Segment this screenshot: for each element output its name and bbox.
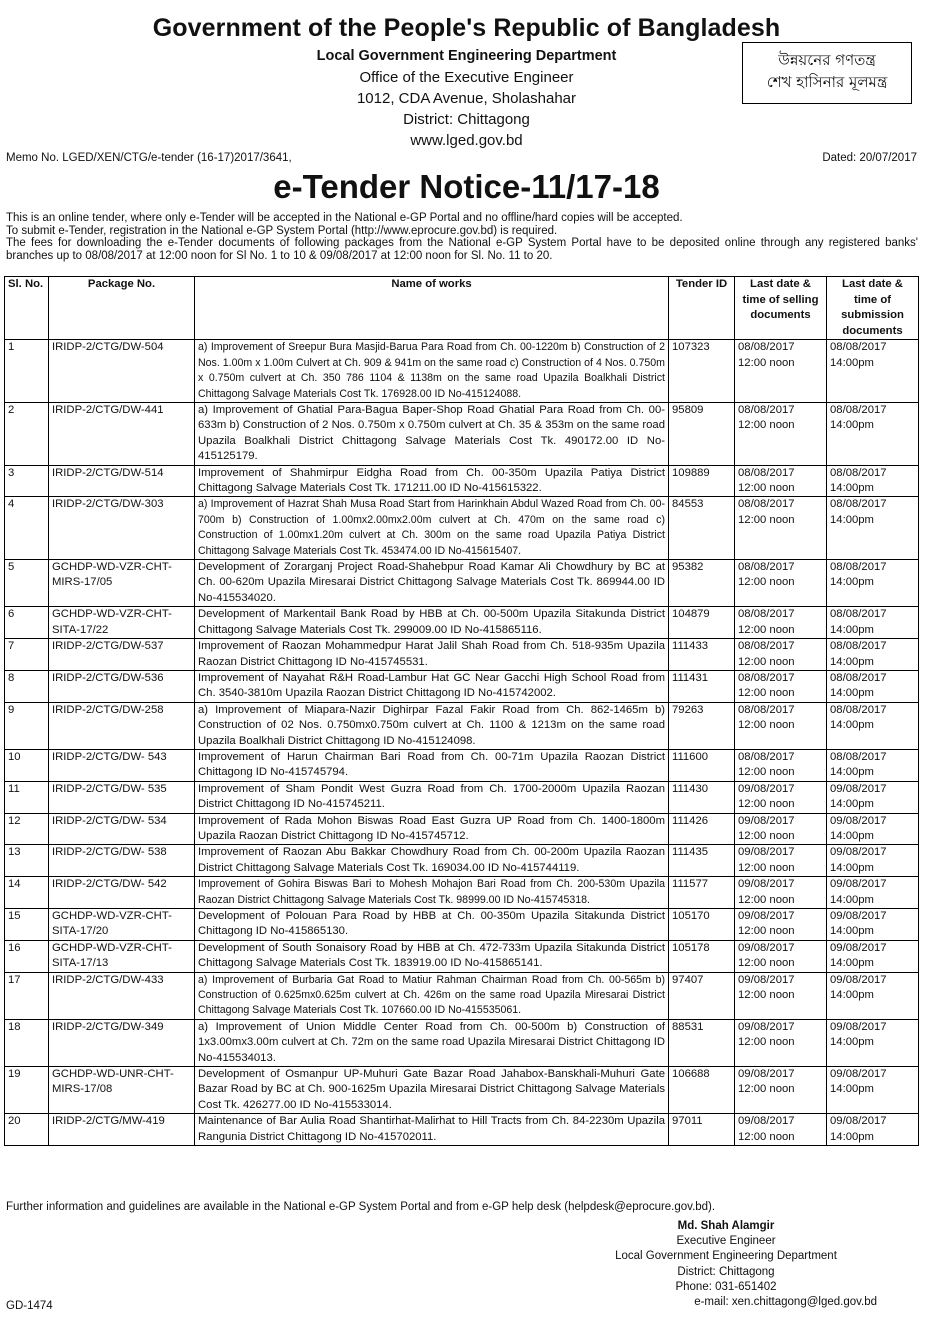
time-text: 14:00pm <box>830 861 874 874</box>
date-text: 09/08/2017 <box>738 814 795 827</box>
time-text: 12:00 noon <box>738 989 795 1002</box>
col-header-works: Name of works <box>195 277 669 340</box>
cell-submission <box>827 560 919 607</box>
time-text: 14:00pm <box>830 655 874 668</box>
table-row <box>5 972 919 1019</box>
signature-block <box>576 1219 877 1309</box>
cell-tender-id: 106688 <box>669 1067 735 1114</box>
cell-selling <box>735 813 827 845</box>
time-text: 14:00pm <box>830 798 874 811</box>
cell-sl: 8 <box>5 670 49 702</box>
cell-sl: 15 <box>5 909 49 941</box>
cell-work: Development of South Sonaisory Road by HBB at Ch. 472-733m Upazila Sitakunda District Chittagong Salvage Materials Cost Tk. 183919.00 ID No-415865141. <box>195 940 669 972</box>
cell-tender-id: 111577 <box>669 877 735 909</box>
time-text: 12:00 noon <box>738 829 795 842</box>
cell-selling <box>735 781 827 813</box>
cell-package: IRIDP-2/CTG/DW- 542 <box>49 877 195 909</box>
cell-selling <box>735 972 827 1019</box>
cell-selling <box>735 340 827 403</box>
cell-package: IRIDP-2/CTG/MW-419 <box>49 1114 195 1146</box>
cell-sl: 9 <box>5 702 49 749</box>
cell-selling <box>735 702 827 749</box>
time-text: 14:00pm <box>830 1130 874 1143</box>
cell-tender-id: 95382 <box>669 560 735 607</box>
cell-work: Development of Polouan Para Road by HBB at Ch. 00-350m Upazila Sitakunda District Chittagong ID No-415865130. <box>195 909 669 941</box>
cell-sl: 1 <box>5 340 49 403</box>
intro-line-3: The fees for downloading the e-Tender documents of following packages from the National e-GP System Portal have to be deposited online through any registered banks' branches up to 08/08/2017 at 12:00 noon for Sl No. 1 to 10 & 09/08/2017 at 12:00 noon for Sl. No. 11 to 20. <box>6 237 918 262</box>
time-text: 12:00 noon <box>738 1130 795 1143</box>
cell-sl: 12 <box>5 813 49 845</box>
date-text: 09/08/2017 <box>830 973 887 986</box>
time-text: 12:00 noon <box>738 861 795 874</box>
cell-submission <box>827 909 919 941</box>
time-text: 12:00 noon <box>738 419 795 432</box>
cell-package: IRIDP-2/CTG/DW-433 <box>49 972 195 1019</box>
time-text: 14:00pm <box>830 482 874 495</box>
date-text: 08/08/2017 <box>830 498 887 511</box>
cell-sl: 19 <box>5 1067 49 1114</box>
date-text: 09/08/2017 <box>738 1068 795 1081</box>
cell-package: IRIDP-2/CTG/DW- 534 <box>49 813 195 845</box>
date-text: 09/08/2017 <box>738 1020 795 1033</box>
cell-work: Maintenance of Bar Aulia Road Shantirhat-Malirhat to Hill Tracts from Ch. 84-2230m Upazila Rangunia District Chittagong ID No-415702011. <box>195 1114 669 1146</box>
cell-submission <box>827 972 919 1019</box>
cell-submission <box>827 940 919 972</box>
time-text: 14:00pm <box>830 513 874 526</box>
date-text: 09/08/2017 <box>830 941 887 954</box>
cell-work: Improvement of Shahmirpur Eidgha Road from Ch. 00-350m Upazila Patiya District Chittagong Salvage Materials Cost Tk. 171211.00 ID No-415615322. <box>195 465 669 497</box>
cell-selling <box>735 877 827 909</box>
cell-selling <box>735 670 827 702</box>
cell-package: IRIDP-2/CTG/DW- 535 <box>49 781 195 813</box>
cell-package: IRIDP-2/CTG/DW-536 <box>49 670 195 702</box>
cell-package: IRIDP-2/CTG/DW-303 <box>49 497 195 560</box>
cell-work: a) Improvement of Hazrat Shah Musa Road Start from Harinkhain Abdul Wazed Road from Ch. 00-700m b) Construction of 1.00mx2.00mx2.00m culvert at Ch. 470m on the same road c) Construction of 1.00mx1.20m culvert at Ch. 300m on the same road Upazila Patiya District Chittagong Salvage Materials Cost Tk. 453474.00 ID No-415615407. <box>195 497 669 560</box>
cell-work: Development of Zorarganj Project Road-Shahebpur Road Kamar Ali Chowdhury by BC at Ch. 00-620m Upazila Miresarai District Chittagong Salvage Materials Cost Tk. 869944.00 ID No-415534020. <box>195 560 669 607</box>
cell-sl: 20 <box>5 1114 49 1146</box>
intro-line-1: This is an online tender, where only e-Tender will be accepted in the National e-GP Portal and no offline/hard copies will be accepted. <box>6 212 683 224</box>
time-text: 14:00pm <box>830 989 874 1002</box>
tender-table-body <box>5 340 919 1146</box>
cell-work: a) Improvement of Union Middle Center Road from Ch. 00-500m b) Construction of 1x3.00mx3.00m culvert at Ch. 72m on the same road Upazila Miresarai District Chittagong ID No-415534013. <box>195 1019 669 1066</box>
cell-selling <box>735 940 827 972</box>
date-text: 09/08/2017 <box>830 846 887 859</box>
cell-submission <box>827 607 919 639</box>
cell-tender-id: 97011 <box>669 1114 735 1146</box>
cell-package: GCHDP-WD-VZR-CHT-SITA-17/20 <box>49 909 195 941</box>
cell-tender-id: 111431 <box>669 670 735 702</box>
cell-package: IRIDP-2/CTG/DW-349 <box>49 1019 195 1066</box>
date-text: 08/08/2017 <box>738 703 795 716</box>
time-text: 14:00pm <box>830 356 874 369</box>
cell-tender-id: 97407 <box>669 972 735 1019</box>
table-row <box>5 877 919 909</box>
table-row <box>5 560 919 607</box>
col-header-selling: Last date & time of selling documents <box>735 277 827 340</box>
time-text: 14:00pm <box>830 687 874 700</box>
date-text: 08/08/2017 <box>738 466 795 479</box>
cell-package: IRIDP-2/CTG/DW-258 <box>49 702 195 749</box>
cell-work: a) Improvement of Ghatial Para-Bagua Baper-Shop Road Ghatial Para Road from Ch. 00-633m b) Construction of 2 Nos. 0.750m x 0.750m culvert at Ch. 35 & 353m on the same road Upazila Boalkhali District Chittagong Salvage Materials Cost Tk. 490172.00 ID No- 415125179. <box>195 403 669 466</box>
time-text: 12:00 noon <box>738 687 795 700</box>
signatory-district: District: Chittagong <box>677 1265 775 1278</box>
cell-package: IRIDP-2/CTG/DW-504 <box>49 340 195 403</box>
time-text: 12:00 noon <box>738 1083 795 1096</box>
cell-work: Improvement of Rada Mohon Biswas Road East Guzra UP Road from Ch. 1400-1800m Upazila Raozan District Chittagong ID No-415745712. <box>195 813 669 845</box>
cell-work: Improvement of Harun Chairman Bari Road from Ch. 00-71m Upazila Raozan District Chittagong ID No-415745794. <box>195 749 669 781</box>
date-text: 09/08/2017 <box>738 1115 795 1128</box>
cell-work: a) Improvement of Burbaria Gat Road to Matiur Rahman Chairman Road from Ch. 00-565m b) Construction of 0.625mx0.625m culvert at Ch. 426m on the same road Upazila Miresarai District Chittagong Salvage Materials Cost Tk. 107660.00 ID No-415535061. <box>195 972 669 1019</box>
time-text: 12:00 noon <box>738 925 795 938</box>
cell-selling <box>735 465 827 497</box>
date-text: 08/08/2017 <box>738 608 795 621</box>
time-text: 14:00pm <box>830 576 874 589</box>
cell-submission <box>827 1019 919 1066</box>
cell-submission <box>827 813 919 845</box>
cell-selling <box>735 749 827 781</box>
time-text: 12:00 noon <box>738 719 795 732</box>
cell-sl: 6 <box>5 607 49 639</box>
date-text: 08/08/2017 <box>738 498 795 511</box>
time-text: 12:00 noon <box>738 513 795 526</box>
cell-package: IRIDP-2/CTG/DW-537 <box>49 639 195 671</box>
time-text: 14:00pm <box>830 623 874 636</box>
memo-number: Memo No. LGED/XEN/CTG/e-tender (16-17)2017/3641, <box>6 152 292 164</box>
time-text: 12:00 noon <box>738 893 795 906</box>
date-text: 08/08/2017 <box>738 561 795 574</box>
cell-tender-id: 111433 <box>669 639 735 671</box>
cell-sl: 16 <box>5 940 49 972</box>
cell-submission <box>827 1067 919 1114</box>
cell-work: a) Improvement of Sreepur Bura Masjid-Barua Para Road from Ch. 00-1220m b) Construction of 2 Nos. 1.00m x 1.00m Culvert at Ch. 909 & 941m on the same road c) Construction of 4 Nos. 0.750m x 0.750m culvert at Ch. 350 786 1104 & 1138m on the same road Upazila Boalkhali District Chittagong Salvage Materials Cost Tk. 176928.00 ID No-415124088. <box>195 340 669 403</box>
signatory-phone: Phone: 031-651402 <box>675 1280 777 1293</box>
cell-submission <box>827 465 919 497</box>
cell-package: GCHDP-WD-VZR-CHT-SITA-17/22 <box>49 607 195 639</box>
cell-tender-id: 111426 <box>669 813 735 845</box>
date-text: 09/08/2017 <box>738 878 795 891</box>
time-text: 14:00pm <box>830 1036 874 1049</box>
table-row <box>5 1019 919 1066</box>
cell-sl: 13 <box>5 845 49 877</box>
cell-package: IRIDP-2/CTG/DW- 538 <box>49 845 195 877</box>
cell-submission <box>827 670 919 702</box>
cell-selling <box>735 497 827 560</box>
table-row <box>5 702 919 749</box>
table-row <box>5 465 919 497</box>
time-text: 12:00 noon <box>738 957 795 970</box>
cell-tender-id: 109889 <box>669 465 735 497</box>
cell-sl: 3 <box>5 465 49 497</box>
cell-package: GCHDP-WD-VZR-CHT-MIRS-17/05 <box>49 560 195 607</box>
time-text: 14:00pm <box>830 719 874 732</box>
cell-tender-id: 84553 <box>669 497 735 560</box>
cell-package: IRIDP-2/CTG/DW- 543 <box>49 749 195 781</box>
table-header-row <box>5 277 919 340</box>
table-row <box>5 497 919 560</box>
col-header-submission: Last date & time of submission documents <box>827 277 919 340</box>
cell-package: IRIDP-2/CTG/DW-441 <box>49 403 195 466</box>
footer-note: Further information and guidelines are available in the National e-GP System Portal and from e-GP help desk (helpdesk@eprocure.gov.bd). <box>6 1201 716 1213</box>
office-address: 1012, CDA Avenue, Sholashahar <box>356 90 577 107</box>
cell-sl: 14 <box>5 877 49 909</box>
date-text: 08/08/2017 <box>738 750 795 763</box>
cell-selling <box>735 1114 827 1146</box>
cell-selling <box>735 1067 827 1114</box>
date-text: 09/08/2017 <box>738 910 795 922</box>
cell-sl: 18 <box>5 1019 49 1066</box>
time-text: 14:00pm <box>830 419 874 432</box>
signatory-department: Local Government Engineering Department <box>615 1250 837 1263</box>
department-name: Local Government Engineering Department <box>316 48 617 64</box>
date-text: 08/08/2017 <box>830 404 887 416</box>
table-row <box>5 639 919 671</box>
table-row <box>5 940 919 972</box>
cell-tender-id: 79263 <box>669 702 735 749</box>
cell-tender-id: 104879 <box>669 607 735 639</box>
cell-submission <box>827 845 919 877</box>
time-text: 12:00 noon <box>738 482 795 495</box>
slogan-box <box>742 42 912 104</box>
time-text: 12:00 noon <box>738 798 795 811</box>
cell-selling <box>735 403 827 466</box>
cell-submission <box>827 639 919 671</box>
cell-selling <box>735 560 827 607</box>
time-text: 14:00pm <box>830 925 874 938</box>
date-text: 08/08/2017 <box>738 341 795 354</box>
date-text: 09/08/2017 <box>830 782 887 795</box>
cell-tender-id: 111600 <box>669 749 735 781</box>
cell-tender-id: 105178 <box>669 940 735 972</box>
cell-tender-id: 111435 <box>669 845 735 877</box>
table-row <box>5 813 919 845</box>
cell-submission <box>827 403 919 466</box>
cell-submission <box>827 781 919 813</box>
cell-selling <box>735 639 827 671</box>
cell-sl: 17 <box>5 972 49 1019</box>
time-text: 12:00 noon <box>738 356 795 369</box>
cell-package: IRIDP-2/CTG/DW-514 <box>49 465 195 497</box>
time-text: 12:00 noon <box>738 623 795 636</box>
cell-work: a) Improvement of Miapara-Nazir Dighirpar Fazal Fakir Road from Ch. 862-1465m b) Construction of 02 Nos. 0.750mx0.750m culvert at Ch. 1100 & 1213m on the same road Upazila Boalkhali District Chittagong ID No-415124098. <box>195 702 669 749</box>
cell-tender-id: 88531 <box>669 1019 735 1066</box>
office-name: Office of the Executive Engineer <box>359 69 574 86</box>
table-row <box>5 403 919 466</box>
cell-work: Improvement of Raozan Mohammedpur Harat Jalil Shah Road from Ch. 518-935m Upazila Raozan District Chittagong ID No-415745531. <box>195 639 669 671</box>
time-text: 12:00 noon <box>738 655 795 668</box>
intro-line-2: To submit e-Tender, registration in the National e-GP System Portal (http://www.eprocure.gov.bd) is required. <box>6 224 558 237</box>
col-header-tender-id: Tender ID <box>669 277 735 340</box>
signatory-name: Md. Shah Alamgir <box>677 1220 775 1232</box>
time-text: 14:00pm <box>830 829 874 842</box>
date-text: 08/08/2017 <box>830 341 887 354</box>
cell-sl: 10 <box>5 749 49 781</box>
date-text: 08/08/2017 <box>830 466 887 479</box>
notice-title: e-Tender Notice-11/17-18 <box>273 168 660 205</box>
date-text: 09/08/2017 <box>738 973 795 986</box>
time-text: 12:00 noon <box>738 1036 795 1049</box>
cell-selling <box>735 1019 827 1066</box>
date-text: 09/08/2017 <box>830 1020 887 1033</box>
col-header-sl: Sl. No. <box>5 277 49 340</box>
date-text: 08/08/2017 <box>738 640 795 653</box>
cell-sl: 11 <box>5 781 49 813</box>
date-text: 09/08/2017 <box>830 1068 887 1081</box>
cell-submission <box>827 497 919 560</box>
date-text: 08/08/2017 <box>830 671 887 684</box>
date-text: 09/08/2017 <box>738 782 795 795</box>
time-text: 14:00pm <box>830 766 874 779</box>
cell-submission <box>827 749 919 781</box>
time-text: 12:00 noon <box>738 766 795 779</box>
cell-selling <box>735 909 827 941</box>
cell-work: Improvement of Nayahat R&H Road-Lambur Hat GC Near Gacchi High School Road from Ch. 3540-3810m Upazila Raozan District Chittagong ID No-415742002. <box>195 670 669 702</box>
date-text: 09/08/2017 <box>830 910 887 922</box>
time-text: 14:00pm <box>830 957 874 970</box>
cell-tender-id: 107323 <box>669 340 735 403</box>
cell-work: Improvement of Sham Pondit West Guzra Road from Ch. 1700-2000m Upazila Raozan District Chittagong ID No-415745211. <box>195 781 669 813</box>
slogan-line-2: শেখ হাসিনার মূলমন্ত্র <box>766 73 888 91</box>
cell-selling <box>735 607 827 639</box>
cell-submission <box>827 340 919 403</box>
time-text: 14:00pm <box>830 1083 874 1096</box>
reference-number: GD-1474 <box>6 1300 53 1312</box>
col-header-package: Package No. <box>49 277 195 340</box>
date-text: 08/08/2017 <box>738 404 795 416</box>
time-text: 14:00pm <box>830 893 874 906</box>
date-text: 08/08/2017 <box>830 640 887 653</box>
cell-submission <box>827 1114 919 1146</box>
cell-work: Development of Markentail Bank Road by HBB at Ch. 00-500m Upazila Sitakunda District Chittagong Salvage Materials Cost Tk. 299009.00 ID No-415865116. <box>195 607 669 639</box>
website-link: www.lged.gov.bd <box>410 132 523 149</box>
cell-work: Improvement of Gohira Biswas Bari to Mohesh Mohajon Bari Road from Ch. 200-530m Upazila Raozan District Chittagong Salvage Materials Cost Tk. 98999.00 ID No-415745318. <box>195 877 669 909</box>
date-text: 09/08/2017 <box>738 941 795 954</box>
table-row <box>5 1114 919 1146</box>
intro-text <box>6 212 918 262</box>
cell-sl: 7 <box>5 639 49 671</box>
signatory-title: Executive Engineer <box>676 1235 776 1248</box>
date-text: 08/08/2017 <box>830 750 887 763</box>
table-row <box>5 607 919 639</box>
cell-tender-id: 95809 <box>669 403 735 466</box>
tender-table <box>4 276 919 1146</box>
cell-sl: 4 <box>5 497 49 560</box>
cell-selling <box>735 845 827 877</box>
cell-submission <box>827 702 919 749</box>
time-text: 12:00 noon <box>738 576 795 589</box>
cell-sl: 5 <box>5 560 49 607</box>
table-row <box>5 749 919 781</box>
office-district: District: Chittagong <box>403 111 530 128</box>
date-text: 09/08/2017 <box>738 846 795 859</box>
cell-package: GCHDP-WD-UNR-CHT-MIRS-17/08 <box>49 1067 195 1114</box>
cell-work: Development of Osmanpur UP-Muhuri Gate Bazar Road Jahabox-Banskhali-Muhuri Gate Bazar Road by BC at Ch. 900-1625m Upazila Miresarai District Chittagong Salvage Materials Cost Tk. 426277.00 ID No-415533014. <box>195 1067 669 1114</box>
table-row <box>5 909 919 941</box>
cell-package: GCHDP-WD-VZR-CHT-SITA-17/13 <box>49 940 195 972</box>
cell-tender-id: 105170 <box>669 909 735 941</box>
signatory-email: e-mail: xen.chittagong@lged.gov.bd <box>694 1296 877 1309</box>
memo-date: Dated: 20/07/2017 <box>822 152 917 164</box>
cell-work: Improvement of Raozan Abu Bakkar Chowdhury Road from Ch. 00-200m Upazila Raozan District Chittagong Salvage Materials Cost Tk. 169034.00 ID No-415744119. <box>195 845 669 877</box>
table-row <box>5 845 919 877</box>
date-text: 08/08/2017 <box>830 561 887 574</box>
date-text: 09/08/2017 <box>830 814 887 827</box>
table-row <box>5 670 919 702</box>
table-row <box>5 340 919 403</box>
slogan-line-1: উন্নয়নের গণতন্ত্র <box>778 51 876 69</box>
cell-tender-id: 111430 <box>669 781 735 813</box>
cell-sl: 2 <box>5 403 49 466</box>
date-text: 08/08/2017 <box>738 671 795 684</box>
date-text: 08/08/2017 <box>830 608 887 621</box>
date-text: 09/08/2017 <box>830 878 887 891</box>
table-row <box>5 1067 919 1114</box>
date-text: 08/08/2017 <box>830 703 887 716</box>
date-text: 09/08/2017 <box>830 1115 887 1128</box>
table-row <box>5 781 919 813</box>
cell-submission <box>827 877 919 909</box>
document-title: Government of the People's Republic of Bangladesh <box>152 14 781 42</box>
